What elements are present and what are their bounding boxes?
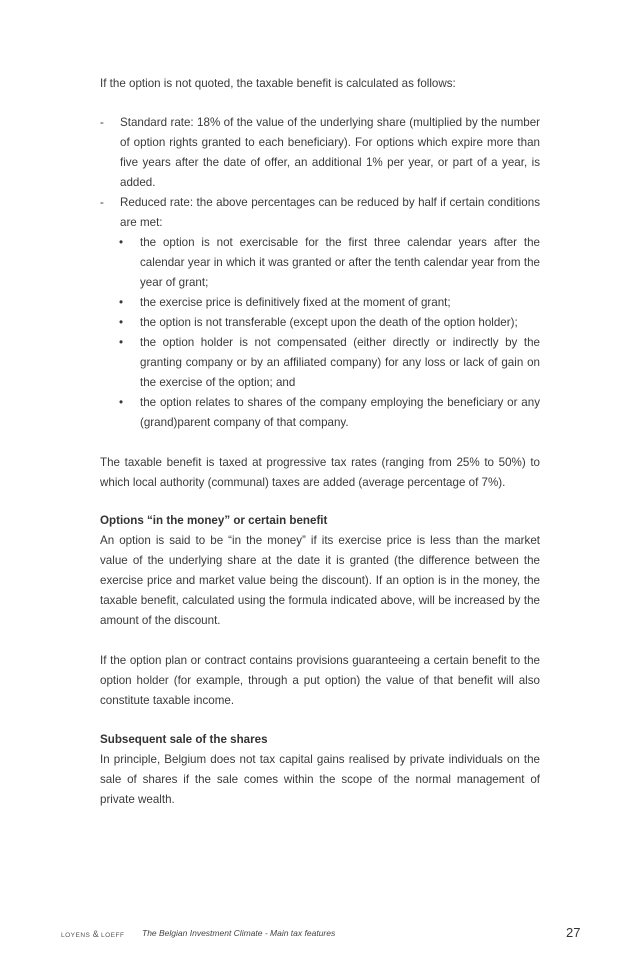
condition-item [100,393,540,433]
bullet-marker: • [119,336,124,349]
footer-title: The Belgian Investment Climate - Main tax features [142,928,336,938]
brand-left: LOYENS [61,932,91,939]
subsequent-sale-paragraph: In principle, Belgium does not tax capital gains realised by private individuals on the sale of shares if the sale comes within the scope of the normal management of private wealth. [100,753,540,806]
dash-marker: - [100,196,104,209]
dash-marker: - [100,116,104,129]
page-body [100,74,540,810]
intro-paragraph: If the option is not quoted, the taxable benefit is calculated as follows: [100,77,456,90]
condition-item [100,293,540,313]
condition-item [100,313,540,333]
condition-item [100,233,540,293]
bullet-marker: • [119,396,124,409]
list-item-reduced-rate [100,193,540,233]
page-number: 27 [566,925,581,940]
rate-list [100,113,540,433]
condition-text: the option holder is not compensated (either directly or indirectly by the granting company or by an affiliated company) for any loss or lack of gain on the exercise of the option; and [140,336,540,389]
section-heading-sale: Subsequent sale of the shares [100,733,268,746]
brand-ampersand: & [92,929,99,939]
section-heading-money: Options “in the money” or certain benefit [100,514,328,527]
condition-text: the option relates to shares of the company employing the beneficiary or any (grand)parent company of that company. [140,396,540,429]
reduced-rate-text: Reduced rate: the above percentages can be reduced by half if certain conditions are met: [120,196,540,229]
bullet-marker: • [119,296,124,309]
list-item-standard-rate [100,113,540,193]
condition-text: the option is not transferable (except upon the death of the option holder); [140,316,518,329]
condition-item [100,333,540,393]
condition-text: the option is not exercisable for the first three calendar years after the calendar year in which it was granted or after the tenth calendar year from the year of grant; [140,236,540,289]
certain-benefit-paragraph: If the option plan or contract contains provisions guaranteeing a certain benefit to the option holder (for example, through a put option) the value of that benefit will also constitute taxable income. [100,654,540,707]
bullet-marker: • [119,316,124,329]
standard-rate-text: Standard rate: 18% of the value of the underlying share (multiplied by the number of option rights granted to each beneficiary). For options which expire more than five years after the date of offer, an additional 1% per year, or part of a year, is added. [120,116,540,189]
in-the-money-paragraph: An option is said to be “in the money” if its exercise price is less than the market value of the underlying share at the date it is granted (the difference between the exercise price and market value being the discount). If an option is in the money, the taxable benefit, calculated using the formula indicated above, will be increased by the amount of the discount. [100,534,540,627]
brand-right: LOEFF [101,932,125,939]
tax-rates-paragraph: The taxable benefit is taxed at progressive tax rates (ranging from 25% to 50%) to which local authority (communal) taxes are added (average percentage of 7%). [100,456,540,489]
bullet-marker: • [119,236,124,249]
page-footer [0,925,638,945]
brand-logo [61,929,124,939]
condition-text: the exercise price is definitively fixed at the moment of grant; [140,296,451,309]
